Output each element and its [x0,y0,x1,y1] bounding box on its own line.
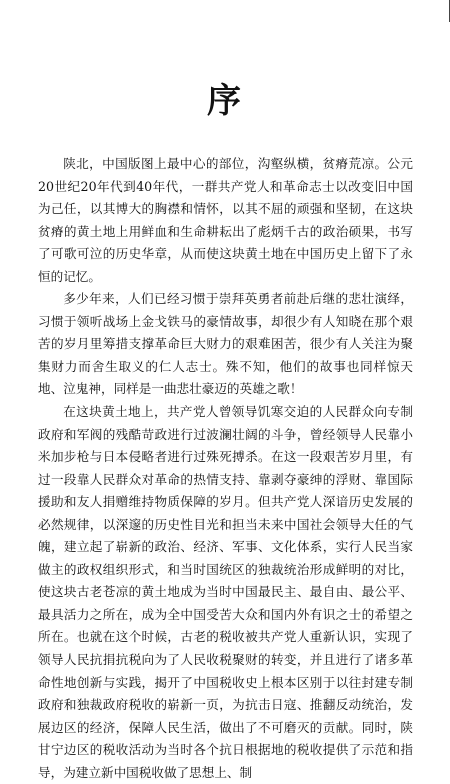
document-body [38,153,413,784]
paragraph-1: 陕北，中国版图上最中心的部位，沟壑纵横，贫瘠荒凉。公元20世纪20年代到40年代，一群共产党人和革命志士以改变旧中国为己任，以其博大的胸襟和情怀，以其不屈的顽强和坚韧，在这块贫瘠的黄土地上用鲜血和生命耕耘出了彪炳千古的政治硕果，书写了可歌可泣的历史华章，从而使这块黄土地在中国历史上留下了永恒的记忆。 [38,156,413,284]
paragraph-3: 在这块黄土地上，共产党人曾领导饥寒交迫的人民群众向专制政府和军阀的残酷苛政进行过波澜壮阔的斗争，曾经领导人民靠小米加步枪与日本侵略者进行过殊死搏杀。在这一段艰苦岁月里，有过一段靠人民群众对革命的热情支持、靠剥夺豪绅的浮财、靠国际援助和友人捐赠维持物质保障的岁月。但共产党人深谙历史发展的必然规律，以深邃的历史性目光和担当未来中国社会领导大任的气魄，建立起了崭新的政治、经济、军事、文化体系，实行人民当家做主的政权组织形式，和当时国统区的独裁统治形成鲜明的对比，使这块古老苍凉的黄土地成为当时中国最民主、最自由、最公平、最具活力之所在，成为全中国受苦大众和国内外有识之士的希望之所在。也就在这个时候，古老的税收被共产党人重新认识，实现了领导人民抗捐抗税向为了人民收税聚财的转变，并且进行了诸多革命性地创新与实践，揭开了中国税收史上根本区别于以往封建专制政府和独裁政府税收的崭新一页，为抗击日寇、推翻反动统治，发展边区的经济，保障人民生活，做出了不可磨灭的贡献。同时，陕甘宁边区的税收活动为当时各个抗日根据地的税收提供了示范和指导，为建立新中国税收做了思想上、制 [38,404,413,780]
document-title: 序 [207,80,243,121]
paragraph-2: 多少年来，人们已经习惯于崇拜英勇者前赴后继的悲壮演绎，习惯于领听战场上金戈铁马的豪情故事，却很少有人知晓在那个艰苦的岁月里筹措支撑革命巨大财力的艰难困苦，很少有人关注为聚集财力而舍生取义的仁人志士。殊不知，他们的故事也同样惊天地、泣鬼神，同样是一曲悲壮豪迈的英雄之歌！ [38,291,413,397]
